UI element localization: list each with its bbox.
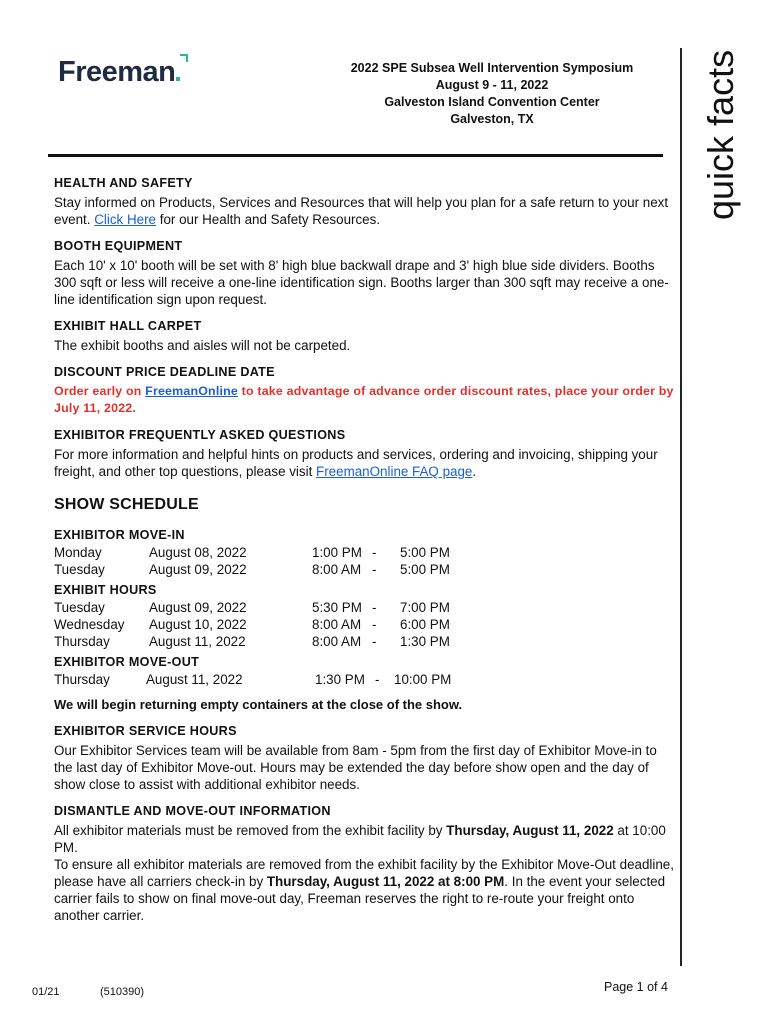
service-text: Our Exhibitor Services team will be available from 8am - 5pm from the first day of Exhibitor Move-in to the last day of Exhibitor Move-out. Hours may be extended the day before show open and the day of show close to assist with additional exhibitor needs. — [54, 743, 657, 792]
schedule-row: Tuesday August 09, 2022 8:00 AM - 5:00 PM — [54, 562, 450, 577]
discount-text: Order early on FreemanOnline to take advantage of advance order discount rates, place your order by July 11, 2022. — [54, 384, 674, 415]
carpet-heading: EXHIBIT HALL CARPET — [54, 319, 202, 333]
health-heading: HEALTH AND SAFETY — [54, 176, 193, 190]
discount-heading: DISCOUNT PRICE DEADLINE DATE — [54, 365, 275, 379]
footer-number: (510390) — [100, 986, 145, 998]
freeman-logo: Freeman — [58, 56, 180, 89]
event-city: Galveston, TX — [450, 112, 534, 126]
moveout-heading: EXHIBITOR MOVE-OUT — [54, 655, 200, 669]
dismantle-text-1: All exhibitor materials must be removed from the exhibit facility by Thursday, August 11, 2022 at 10:00 PM. — [54, 823, 666, 855]
vertical-divider — [680, 48, 682, 966]
movein-heading: EXHIBITOR MOVE-IN — [54, 528, 185, 542]
health-link[interactable]: Click Here — [94, 212, 156, 227]
schedule-row: Monday August 08, 2022 1:00 PM - 5:00 PM — [54, 545, 450, 560]
event-venue: Galveston Island Convention Center — [384, 95, 600, 109]
show-schedule-heading: SHOW SCHEDULE — [54, 496, 199, 513]
event-info — [300, 60, 684, 128]
faq-heading: EXHIBITOR FREQUENTLY ASKED QUESTIONS — [54, 428, 346, 442]
dismantle-text-2: To ensure all exhibitor materials are removed from the exhibit facility by the Exhibitor Move-Out deadline, please have all carriers check-in by Thursday, August 11, 2022 at 8:00 PM. In the event your selected carrier fails to show on final move-out day, Freeman reserves the right to re-route your freight onto another carrier. — [54, 857, 674, 923]
event-dates: August 9 - 11, 2022 — [435, 78, 549, 92]
freemanonline-link[interactable]: FreemanOnline — [145, 384, 238, 398]
event-title: 2022 SPE Subsea Well Intervention Symposium — [350, 61, 634, 75]
schedule-row: Thursday August 11, 2022 1:30 PM - 10:00 PM — [54, 672, 452, 687]
header-rule — [48, 154, 663, 157]
quick-facts-label: quick facts — [700, 49, 741, 220]
schedule-row: Tuesday August 09, 2022 5:30 PM - 7:00 PM — [54, 600, 450, 615]
booth-heading: BOOTH EQUIPMENT — [54, 239, 183, 253]
schedule-row: Wednesday August 10, 2022 8:00 AM - 6:00 PM — [54, 617, 450, 632]
page-number: Page 1 of 4 — [604, 980, 668, 994]
faq-link[interactable]: FreemanOnline FAQ page — [316, 464, 473, 479]
main-content — [54, 175, 674, 924]
booth-text: Each 10' x 10' booth will be set with 8' high blue backwall drape and 3' high blue side dividers. Booths 300 sqft or less will receive a one-line identification sign. Booths larger than 300 sqft may receive a one-line identification sign upon request. — [54, 258, 669, 307]
service-heading: EXHIBITOR SERVICE HOURS — [54, 724, 237, 738]
exhibit-hours-heading: EXHIBIT HOURS — [54, 583, 157, 597]
footer-code: 01/21 — [32, 986, 60, 998]
faq-text: For more information and helpful hints on products and services, ordering and invoicing, shipping your freight, and other top questions, please visit FreemanOnline FAQ page. — [54, 447, 658, 479]
schedule-row: Thursday August 11, 2022 8:00 AM - 1:30 PM — [54, 634, 450, 649]
containers-note: We will begin returning empty containers at the close of the show. — [54, 697, 463, 712]
carpet-text: The exhibit booths and aisles will not be carpeted. — [54, 338, 351, 353]
health-text: Stay informed on Products, Services and Resources that will help you plan for a safe return to your next event. Click Here for our Health and Safety Resources. — [54, 195, 669, 227]
dismantle-heading: DISMANTLE AND MOVE-OUT INFORMATION — [54, 804, 331, 818]
